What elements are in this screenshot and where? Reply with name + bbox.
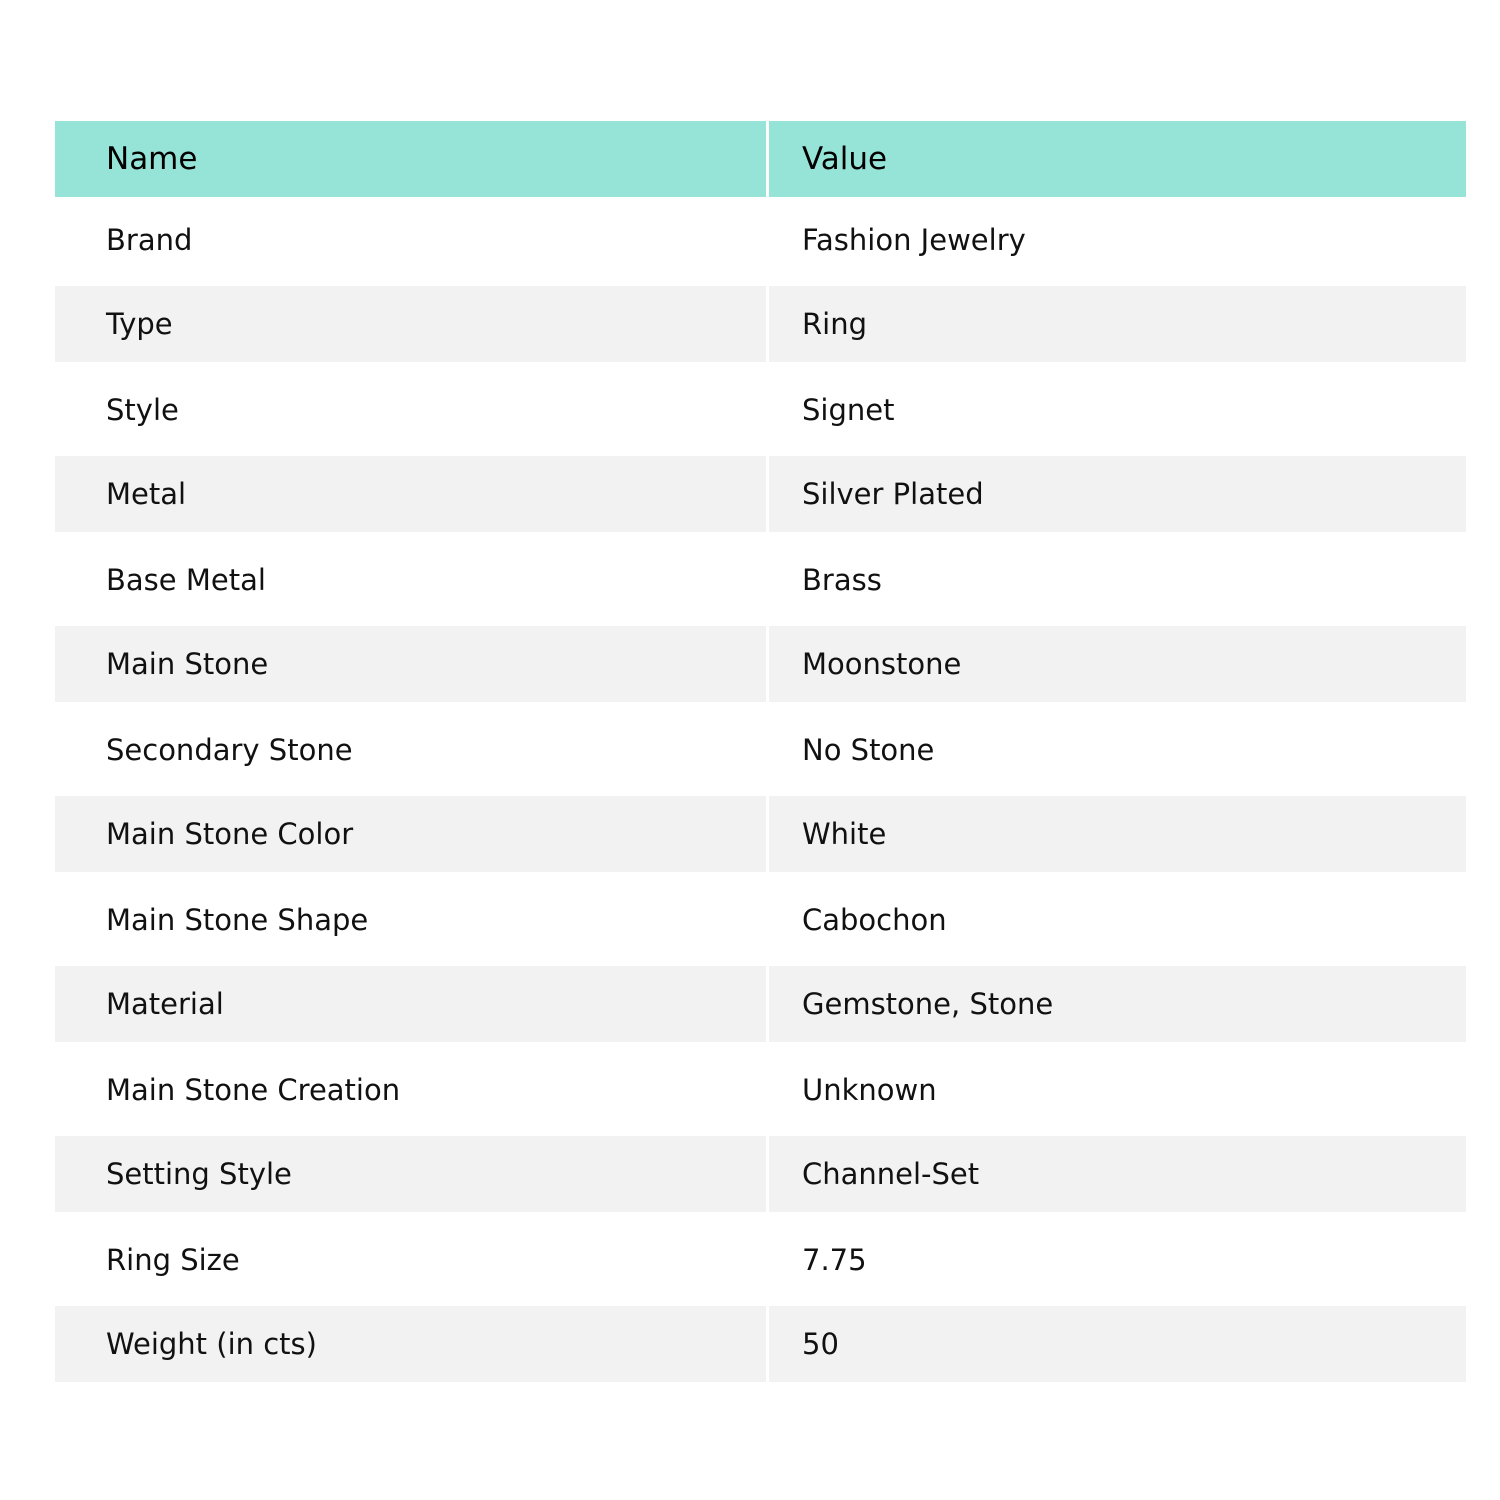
row-value: No Stone (766, 707, 1466, 792)
row-name: Setting Style (55, 1132, 766, 1217)
table-row (55, 1302, 1466, 1387)
header-row (55, 121, 1466, 197)
row-name: Main Stone Creation (55, 1047, 766, 1132)
row-value: Channel-Set (766, 1132, 1466, 1217)
row-value: Moonstone (766, 622, 1466, 707)
row-name: Main Stone (55, 622, 766, 707)
table-row (55, 792, 1466, 877)
table-row (55, 877, 1466, 962)
row-name: Secondary Stone (55, 707, 766, 792)
table-row (55, 707, 1466, 792)
row-name: Ring Size (55, 1217, 766, 1302)
row-name: Style (55, 367, 766, 452)
row-name: Main Stone Color (55, 792, 766, 877)
row-name: Material (55, 962, 766, 1047)
table-row (55, 452, 1466, 537)
table-row (55, 1217, 1466, 1302)
table-body (55, 197, 1466, 1387)
row-name: Metal (55, 452, 766, 537)
table-row (55, 282, 1466, 367)
row-value: 50 (766, 1302, 1466, 1387)
row-name: Main Stone Shape (55, 877, 766, 962)
table-row (55, 1132, 1466, 1217)
row-name: Base Metal (55, 537, 766, 622)
row-name: Brand (55, 197, 766, 282)
table-row (55, 537, 1466, 622)
table-row (55, 622, 1466, 707)
row-value: Cabochon (766, 877, 1466, 962)
table-header (55, 121, 1466, 197)
table-row (55, 1047, 1466, 1132)
row-value: Fashion Jewelry (766, 197, 1466, 282)
spec-table (55, 121, 1466, 1387)
row-value: Signet (766, 367, 1466, 452)
row-value: White (766, 792, 1466, 877)
table-row (55, 962, 1466, 1047)
row-value: Ring (766, 282, 1466, 367)
row-value: 7.75 (766, 1217, 1466, 1302)
header-value: Value (766, 121, 1466, 197)
row-value: Unknown (766, 1047, 1466, 1132)
row-value: Brass (766, 537, 1466, 622)
header-name: Name (55, 121, 766, 197)
row-name: Weight (in cts) (55, 1302, 766, 1387)
row-name: Type (55, 282, 766, 367)
row-value: Gemstone, Stone (766, 962, 1466, 1047)
row-value: Silver Plated (766, 452, 1466, 537)
table-row (55, 197, 1466, 282)
table-row (55, 367, 1466, 452)
